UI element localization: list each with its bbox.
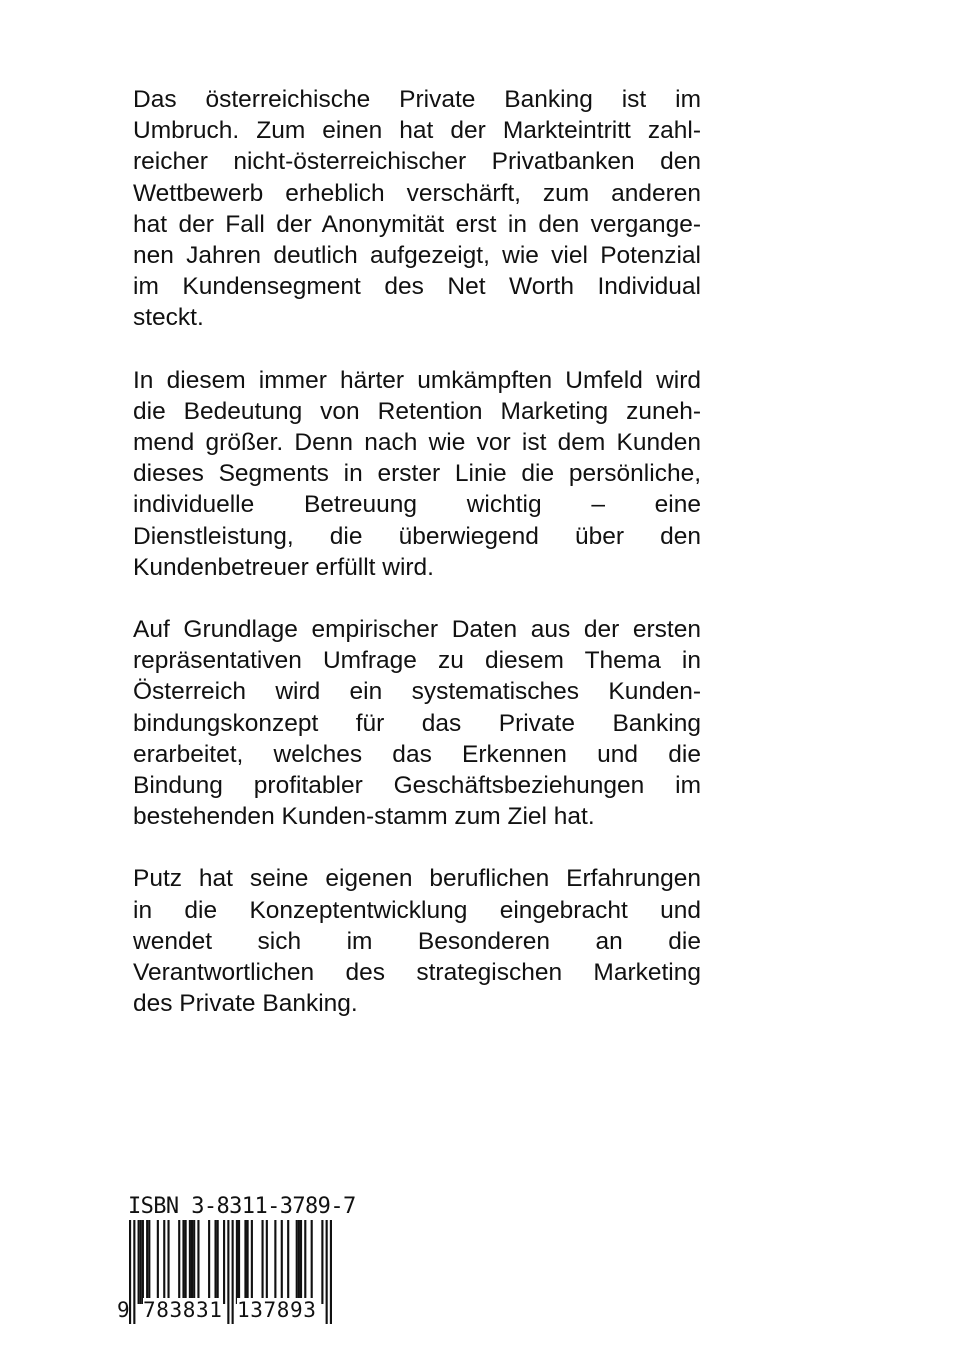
barcode-bar: [261, 1220, 263, 1304]
barcode-right-digits: 137893: [237, 1298, 317, 1322]
text-line: Österreich wird ein systematisches Kunden-: [133, 678, 701, 706]
barcode-bar: [300, 1220, 302, 1304]
barcode-bar: [238, 1220, 240, 1304]
text-line: hat der Fall der Anonymität erst in den vergange-: [133, 210, 701, 238]
barcode-bar: [247, 1220, 249, 1304]
text-line: Kundenbetreuer erfüllt wird.: [133, 553, 434, 581]
barcode-guard-bar: [330, 1220, 332, 1324]
barcode-bar: [146, 1220, 148, 1304]
text-line: Bindung profitabler Geschäftsbeziehungen im: [133, 772, 701, 800]
text-line: Putz hat seine eigenen beruflichen Erfahrungen: [133, 865, 701, 893]
text-line: im Kundensegment des Net Worth Individual: [133, 273, 701, 301]
barcode-bar: [193, 1220, 195, 1304]
text-line: bestehenden Kunden-stamm zum Ziel hat.: [133, 803, 595, 831]
barcode-bar: [167, 1220, 169, 1304]
barcode-bar: [189, 1220, 191, 1304]
text-line: in die Konzeptentwicklung eingebracht und: [133, 896, 701, 924]
barcode-bar: [140, 1220, 142, 1304]
barcode-guard-bar: [232, 1220, 234, 1324]
barcode-lead-digit: 9: [117, 1298, 130, 1322]
barcode-bar: [298, 1220, 300, 1304]
barcode-bar: [178, 1220, 180, 1304]
barcode-left-digits: 783831: [143, 1298, 223, 1322]
barcode-bar: [251, 1220, 253, 1304]
barcode-bar: [138, 1220, 140, 1304]
text-line: Verantwortlichen des strategischen Marketing: [133, 959, 701, 987]
text-line: reicher nicht-österreichischer Privatbanken den: [133, 148, 701, 176]
barcode-bar: [185, 1220, 187, 1304]
barcode-bar: [266, 1220, 268, 1304]
barcode-guard-bar: [227, 1220, 229, 1324]
text-line: bindungskonzept für das Private Banking: [133, 709, 701, 737]
barcode-bar: [321, 1220, 323, 1304]
barcode-bar: [287, 1220, 289, 1304]
barcode-bar: [208, 1220, 210, 1304]
text-line: steckt.: [133, 304, 204, 332]
barcode-bar: [163, 1220, 165, 1304]
barcode-bar: [274, 1220, 276, 1304]
barcode-bar: [157, 1220, 159, 1304]
barcode-bar: [191, 1220, 193, 1304]
barcode-bar: [304, 1220, 306, 1304]
back-cover-text: [133, 84, 701, 1050]
barcode-bar: [236, 1220, 238, 1304]
barcode-bar: [182, 1220, 184, 1304]
barcode-bar: [214, 1220, 216, 1304]
paragraph-3: [133, 614, 701, 832]
text-line: wendet sich im Besonderen an die: [133, 927, 701, 955]
text-line: Auf Grundlage empirischer Daten aus der ersten: [133, 616, 701, 644]
text-line: des Private Banking.: [133, 990, 358, 1018]
text-line: Dienstleistung, die überwiegend über den: [133, 522, 701, 550]
paragraph-1: [133, 84, 701, 334]
text-line: In diesem immer härter umkämpften Umfeld wird: [133, 366, 701, 394]
text-line: mend größer. Denn nach wie vor ist dem Kunden: [133, 429, 701, 457]
text-line: Wettbewerb erheblich verschärft, zum anderen: [133, 179, 701, 207]
barcode-bar: [148, 1220, 150, 1304]
barcode-bar: [281, 1220, 283, 1304]
text-line: nen Jahren deutlich aufgezeigt, wie viel Potenzial: [133, 242, 701, 270]
barcode-bar: [217, 1220, 219, 1304]
barcode-guard-bar: [133, 1220, 135, 1324]
isbn-label: ISBN 3-8311-3789-7: [128, 1194, 356, 1219]
text-line: die Bedeutung von Retention Marketing zuneh-: [133, 397, 701, 425]
barcode-bar: [244, 1220, 246, 1304]
text-line: dieses Segments in erster Linie die persönliche,: [133, 460, 701, 488]
ean-barcode: [117, 1220, 332, 1324]
text-line: repräsentativen Umfrage zu diesem Thema in: [133, 647, 701, 675]
text-line: Das österreichische Private Banking ist im: [133, 86, 701, 113]
text-line: erarbeitet, welches das Erkennen und die: [133, 740, 701, 768]
barcode-bar: [142, 1220, 144, 1304]
barcode-bar: [223, 1220, 225, 1304]
barcode-bar: [311, 1220, 313, 1304]
paragraph-2: [133, 365, 701, 583]
barcode-bar: [296, 1220, 298, 1304]
text-line: Umbruch. Zum einen hat der Markteintritt zahl-: [133, 117, 701, 145]
text-line: individuelle Betreuung wichtig – eine: [133, 491, 701, 519]
barcode-bar: [197, 1220, 199, 1304]
barcode-guard-bar: [326, 1220, 328, 1324]
paragraph-4: [133, 863, 701, 1019]
